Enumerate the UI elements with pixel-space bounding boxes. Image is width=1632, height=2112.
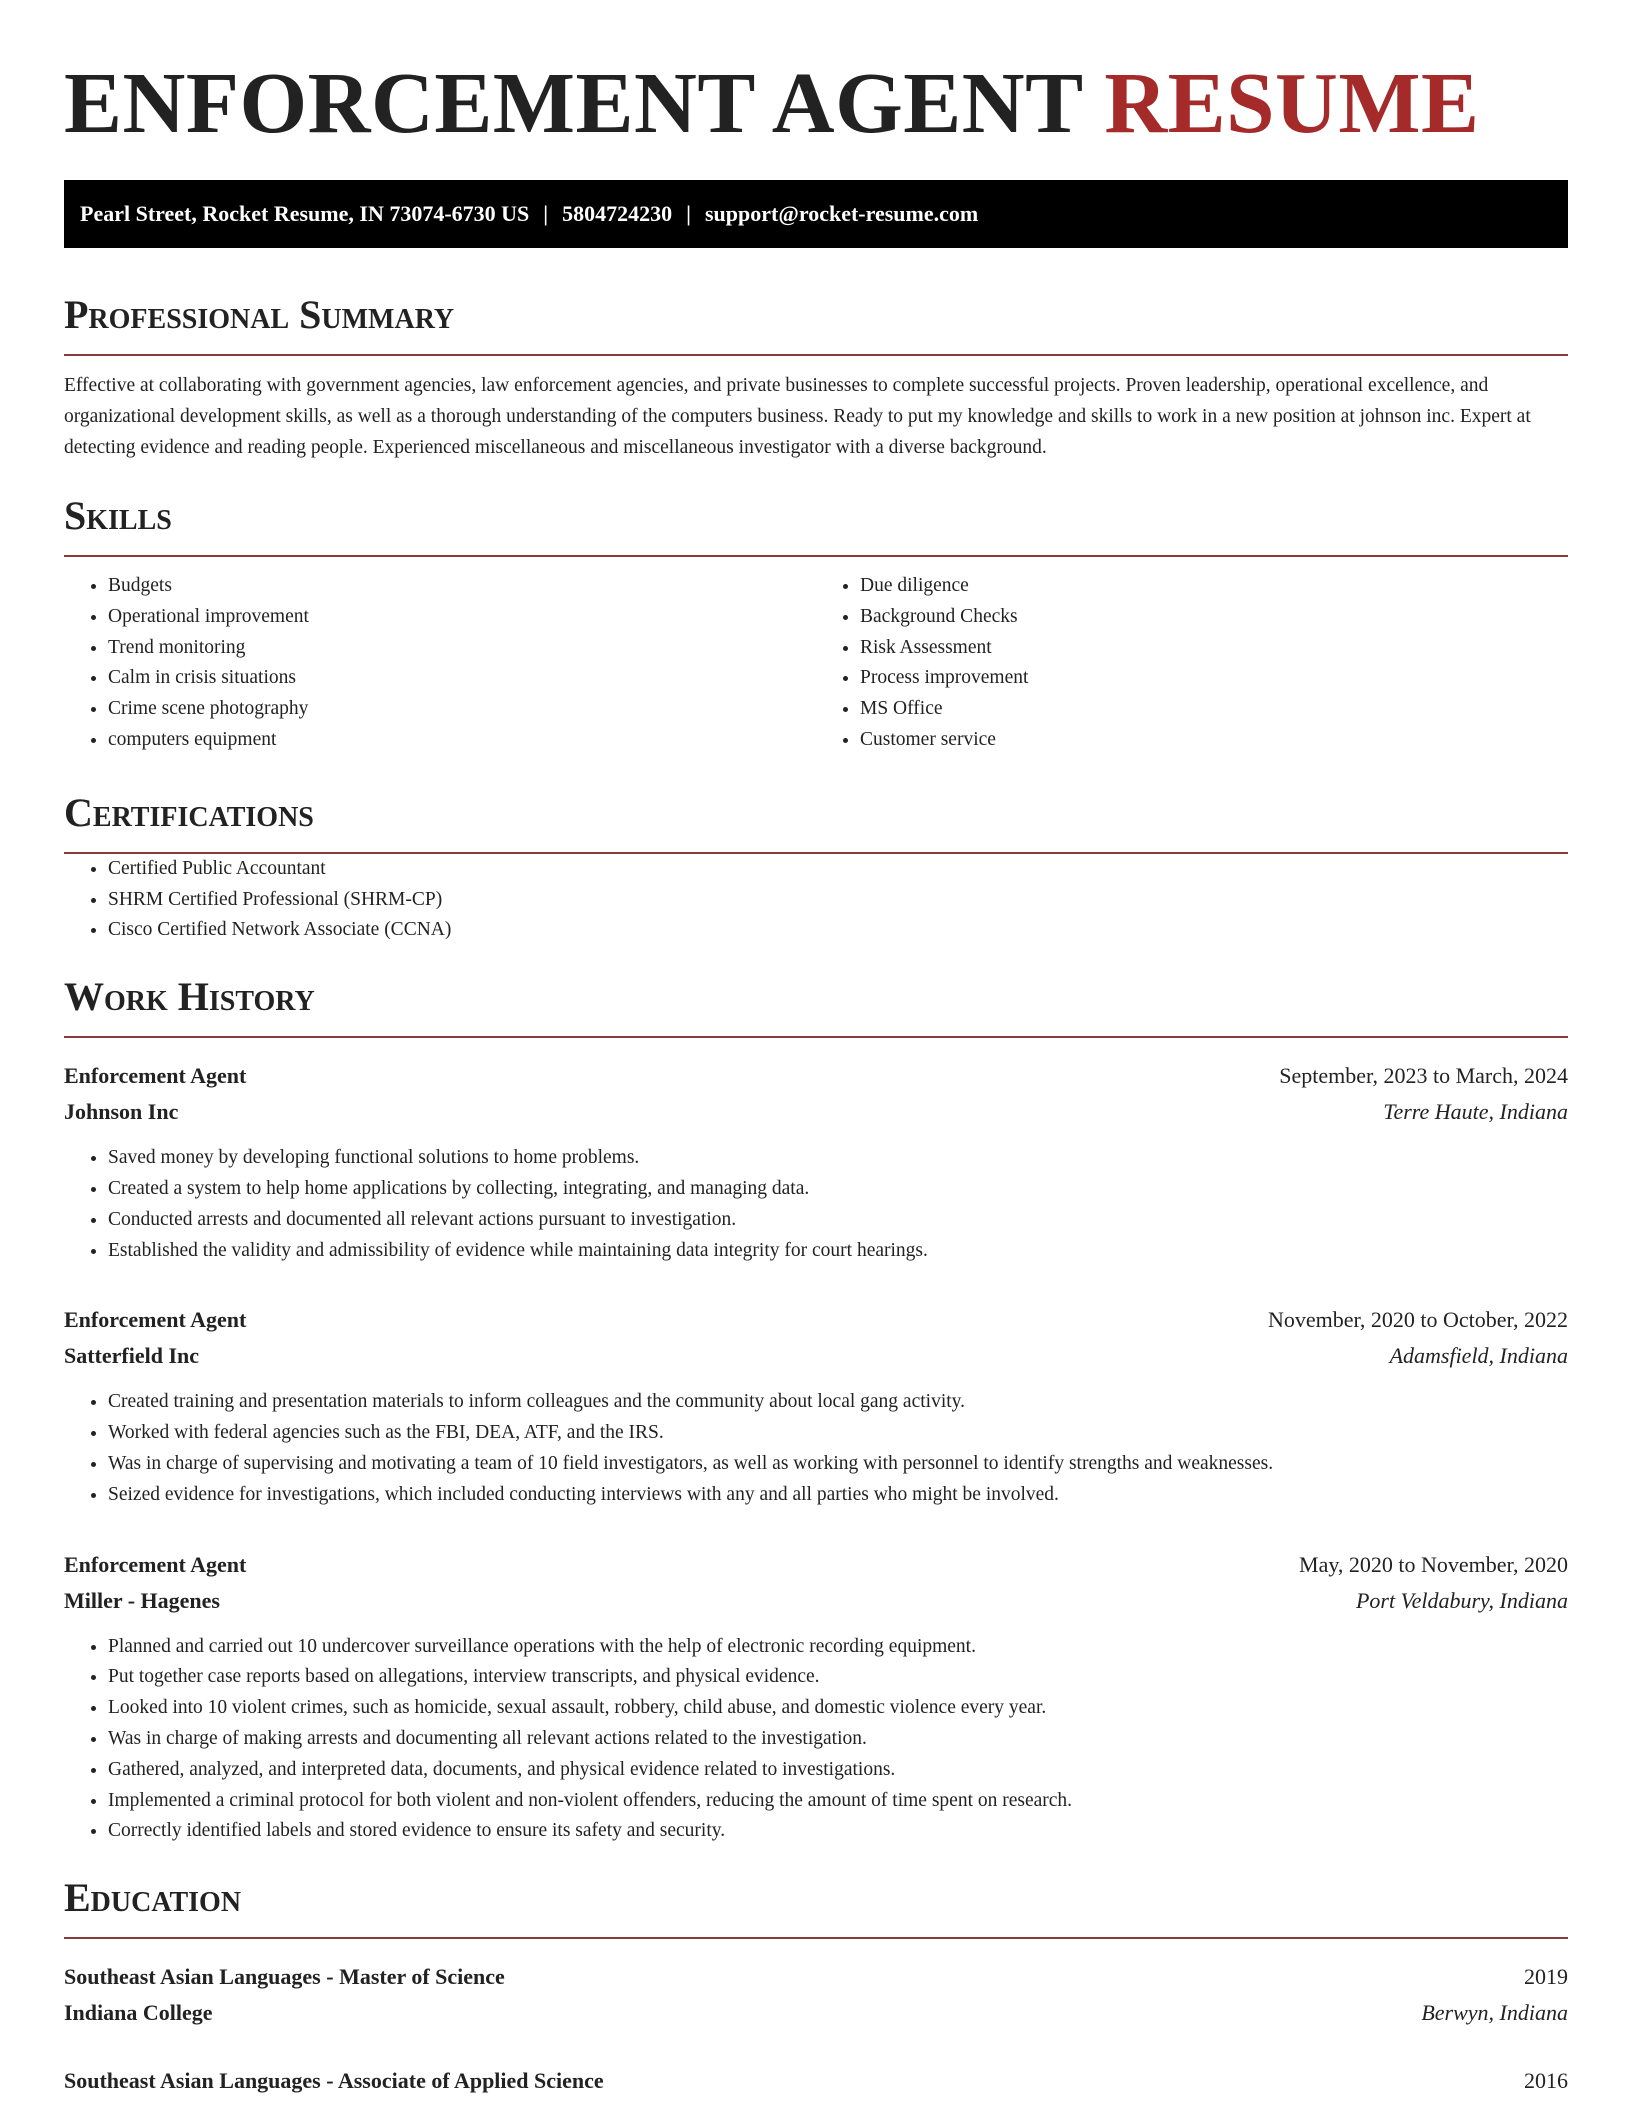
- education-degree: Southeast Asian Languages - Master of Science: [64, 1964, 505, 1990]
- summary-text: Effective at collaborating with government agencies, law enforcement agencies, and private businesses to complete successful projects. Proven leadership, operational excellence, and organizational development skills, as well as a thorough understanding of the computers business. Ready to put my knowledge and skills to work in a new position at johnson inc. Expert at detecting evidence and reading people. Experienced miscellaneous and miscellaneous investigator with a diverse background.: [64, 375, 1531, 458]
- education-school: Indiana College: [64, 2000, 213, 2026]
- job-bullet: • Put together case reports based on allegations, interview transcripts, and physical evidence.: [108, 1662, 1568, 1693]
- job-location: Port Veldabury, Indiana: [1355, 1587, 1568, 1613]
- job-entry: [64, 1547, 1568, 1848]
- skill-item: • Customer service: [860, 725, 1568, 756]
- work-history-section: [64, 972, 1568, 1847]
- section-divider: [64, 555, 1568, 557]
- education-year: 2019: [1524, 1964, 1568, 1990]
- work-history-heading: Work History: [64, 974, 315, 1020]
- job-title: Enforcement Agent: [64, 1063, 247, 1089]
- certification-item: • SHRM Certified Professional (SHRM-CP): [108, 885, 1568, 916]
- job-bullet: • Conducted arrests and documented all relevant actions pursuant to investigation.: [108, 1205, 1568, 1236]
- certification-item: • Certified Public Accountant: [108, 854, 1568, 885]
- skills-heading: Skills: [64, 493, 172, 538]
- resume-title: [64, 0, 1568, 154]
- skill-item: • Calm in crisis situations: [108, 663, 816, 694]
- skills-section: [64, 491, 1568, 756]
- education-header: [64, 1959, 1568, 1995]
- summary-section: [64, 290, 1568, 463]
- job-bullet: • Implemented a criminal protocol for both violent and non-violent offenders, reducing the amount of time spent on research.: [108, 1786, 1568, 1817]
- job-header: [64, 1058, 1568, 1094]
- job-entry: [64, 1302, 1568, 1510]
- education-header: [64, 2063, 1568, 2099]
- education-location: Berwyn, Indiana: [1421, 2000, 1568, 2026]
- skill-item: • Process improvement: [860, 663, 1568, 694]
- title-main: ENFORCEMENT AGENT: [64, 54, 1083, 151]
- job-bullet: • Established the validity and admissibility of evidence while maintaining data integrity for court hearings.: [108, 1236, 1568, 1267]
- education-entry: [64, 1959, 1568, 2031]
- job-location: Adamsfield, Indiana: [1389, 1343, 1568, 1369]
- contact-separator: |: [686, 201, 691, 226]
- skill-item: • Risk Assessment: [860, 633, 1568, 664]
- certifications-section: [64, 788, 1568, 946]
- certification-item: • Cisco Certified Network Associate (CCNA): [108, 915, 1568, 946]
- job-bullet: • Worked with federal agencies such as the FBI, DEA, ATF, and the IRS.: [108, 1418, 1568, 1449]
- contact-separator: |: [543, 201, 549, 226]
- section-divider: [64, 1937, 1568, 1939]
- section-divider: [64, 1036, 1568, 1038]
- skills-list-right: [816, 571, 1568, 756]
- job-bullet: • Created training and presentation materials to inform colleagues and the community about local gang activity.: [108, 1387, 1568, 1418]
- job-header: [64, 1547, 1568, 1583]
- title-accent: RESUME: [1104, 54, 1480, 151]
- job-bullet: • Saved money by developing functional solutions to home problems.: [108, 1143, 1568, 1174]
- job-dates: May, 2020 to November, 2020: [1299, 1551, 1568, 1577]
- certifications-list: [64, 854, 1568, 946]
- job-company: Johnson Inc: [64, 1099, 179, 1125]
- section-divider: [64, 354, 1568, 356]
- job-company: Satterfield Inc: [64, 1343, 200, 1369]
- job-bullet: • Planned and carried out 10 undercover surveillance operations with the help of electronic recording equipment.: [108, 1632, 1568, 1663]
- skill-item: • Budgets: [108, 571, 816, 602]
- skill-item: • Trend monitoring: [108, 633, 816, 664]
- job-bullet: • Was in charge of supervising and motivating a team of 10 field investigators, as well as working with personnel to identify strengths and weaknesses.: [108, 1449, 1568, 1480]
- education-entry: [64, 2063, 1568, 2099]
- job-bullet: • Gathered, analyzed, and interpreted data, documents, and physical evidence related to investigations.: [108, 1755, 1568, 1786]
- education-heading: Education: [64, 1875, 242, 1921]
- job-subheader: [64, 1094, 1568, 1130]
- job-title: Enforcement Agent: [64, 1551, 247, 1577]
- contact-address: Pearl Street, Rocket Resume, IN 73074-6730 US: [80, 201, 530, 226]
- job-bullets: [64, 1387, 1568, 1510]
- skill-item: • computers equipment: [108, 725, 816, 756]
- job-bullet: • Created a system to help home applications by collecting, integrating, and managing data.: [108, 1174, 1568, 1205]
- contact-phone: 5804724230: [562, 201, 673, 226]
- contact-bar: [64, 180, 1568, 248]
- job-bullets: [64, 1143, 1568, 1266]
- skill-item: • Background Checks: [860, 602, 1568, 633]
- job-bullet: • Seized evidence for investigations, which included conducting interviews with any and all parties who might be involved.: [108, 1480, 1568, 1511]
- education-section: [64, 1873, 1568, 2099]
- job-company: Miller - Hagenes: [64, 1587, 220, 1613]
- job-bullet: • Looked into 10 violent crimes, such as homicide, sexual assault, robbery, child abuse, and domestic violence every year.: [108, 1693, 1568, 1724]
- job-entry: [64, 1058, 1568, 1266]
- summary-heading: Professional Summary: [64, 292, 455, 337]
- education-degree: Southeast Asian Languages - Associate of Applied Science: [64, 2068, 604, 2094]
- skill-item: • Crime scene photography: [108, 694, 816, 725]
- contact-email: support@rocket-resume.com: [705, 201, 979, 226]
- job-subheader: [64, 1583, 1568, 1619]
- education-subheader: [64, 1995, 1568, 2031]
- job-bullet: • Was in charge of making arrests and documenting all relevant actions related to the investigation.: [108, 1724, 1568, 1755]
- job-bullet: • Correctly identified labels and stored evidence to ensure its safety and security.: [108, 1816, 1568, 1847]
- skills-list-left: [64, 571, 816, 756]
- job-title: Enforcement Agent: [64, 1307, 247, 1333]
- job-location: Terre Haute, Indiana: [1383, 1099, 1568, 1125]
- skill-item: • Due diligence: [860, 571, 1568, 602]
- job-dates: November, 2020 to October, 2022: [1267, 1307, 1568, 1333]
- certifications-heading: Certifications: [64, 789, 314, 835]
- skill-item: • Operational improvement: [108, 602, 816, 633]
- job-header: [64, 1302, 1568, 1338]
- job-subheader: [64, 1338, 1568, 1374]
- skill-item: • MS Office: [860, 694, 1568, 725]
- skills-grid: [64, 571, 1568, 756]
- job-dates: September, 2023 to March, 2024: [1279, 1063, 1568, 1089]
- education-year: 2016: [1524, 2068, 1568, 2094]
- job-bullets: [64, 1632, 1568, 1848]
